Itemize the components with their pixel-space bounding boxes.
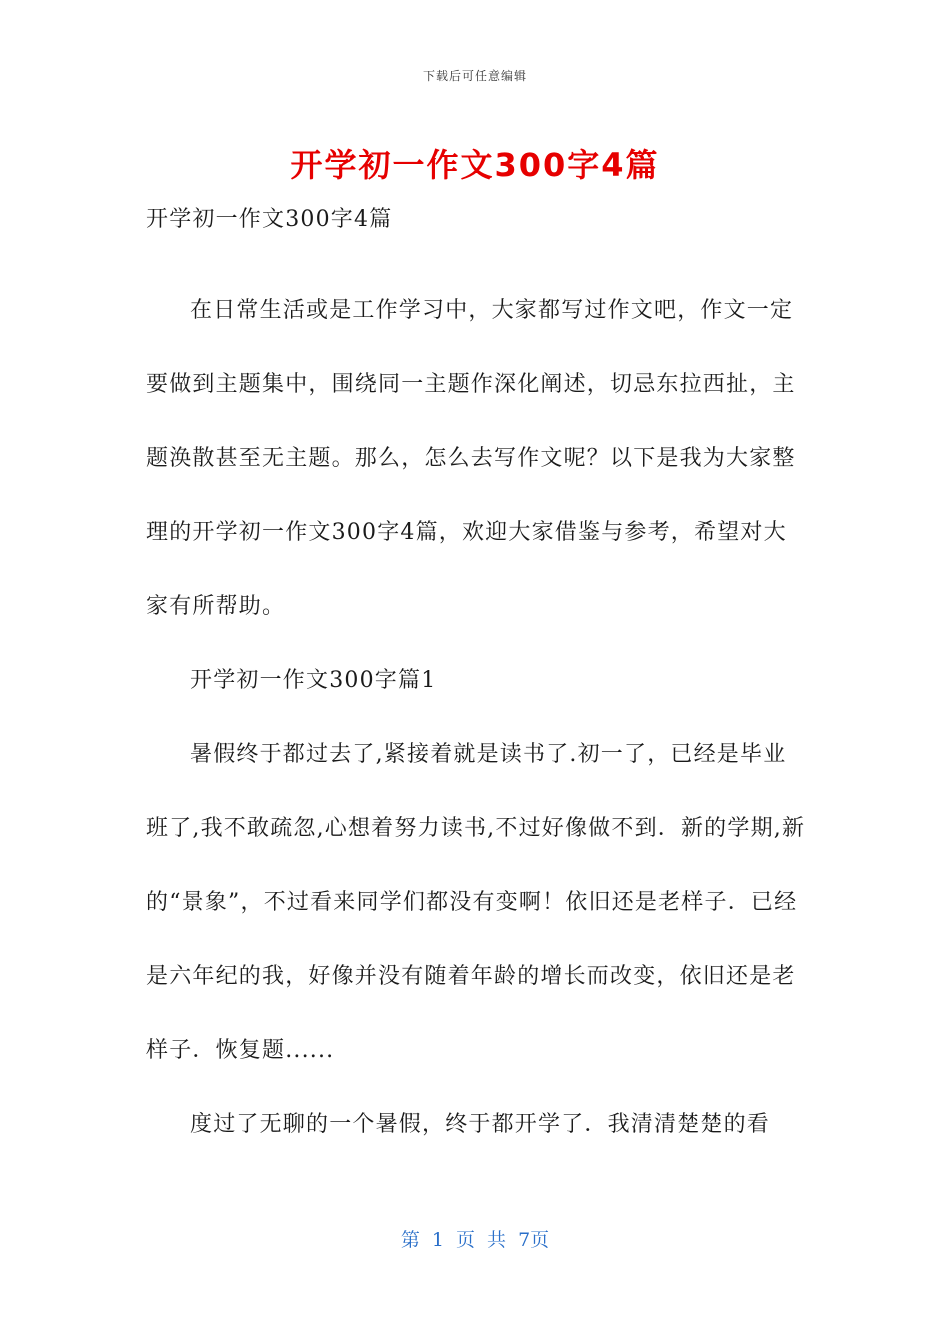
section-heading: 开学初一作文300字篇1 [190, 668, 437, 693]
header-note: 下载后可任意编辑 [422, 69, 527, 83]
paragraph-intro: 在日常生活或是工作学习中，大家都写过作文吧，作文一定要做到主题集中，围绕同一主题作深化阐述，切忌东拉西扯，主题涣散甚至无主题。那么，怎么去写作文呢？以下是我为大家整理的开学初一作文300字4篇，欢迎大家借鉴与参考，希望对大家有所帮助。 [146, 298, 796, 619]
document-subtitle: 开学初一作文300字4篇 [146, 207, 393, 232]
document-body [146, 200, 806, 1162]
paragraph-essay-1: 暑假终于都过去了,紧接着就是读书了.初一了，已经是毕业班了,我不敢疏忽,心想着努力读书,不过好像做不到．新的学期,新的“景象”，不过看来同学们都没有变啊！依旧还是老样子．已经是六年纪的我，好像并没有随着年龄的增长而改变，依旧还是老样子．恢复题...... [146, 742, 806, 1063]
document-title: 开学初一作文300字4篇 [290, 146, 660, 184]
page-footer: 第 1 页 共 7页 [400, 1229, 550, 1251]
paragraph-essay-1-continued: 度过了无聊的一个暑假，终于都开学了．我清清楚楚的看 [190, 1112, 771, 1137]
